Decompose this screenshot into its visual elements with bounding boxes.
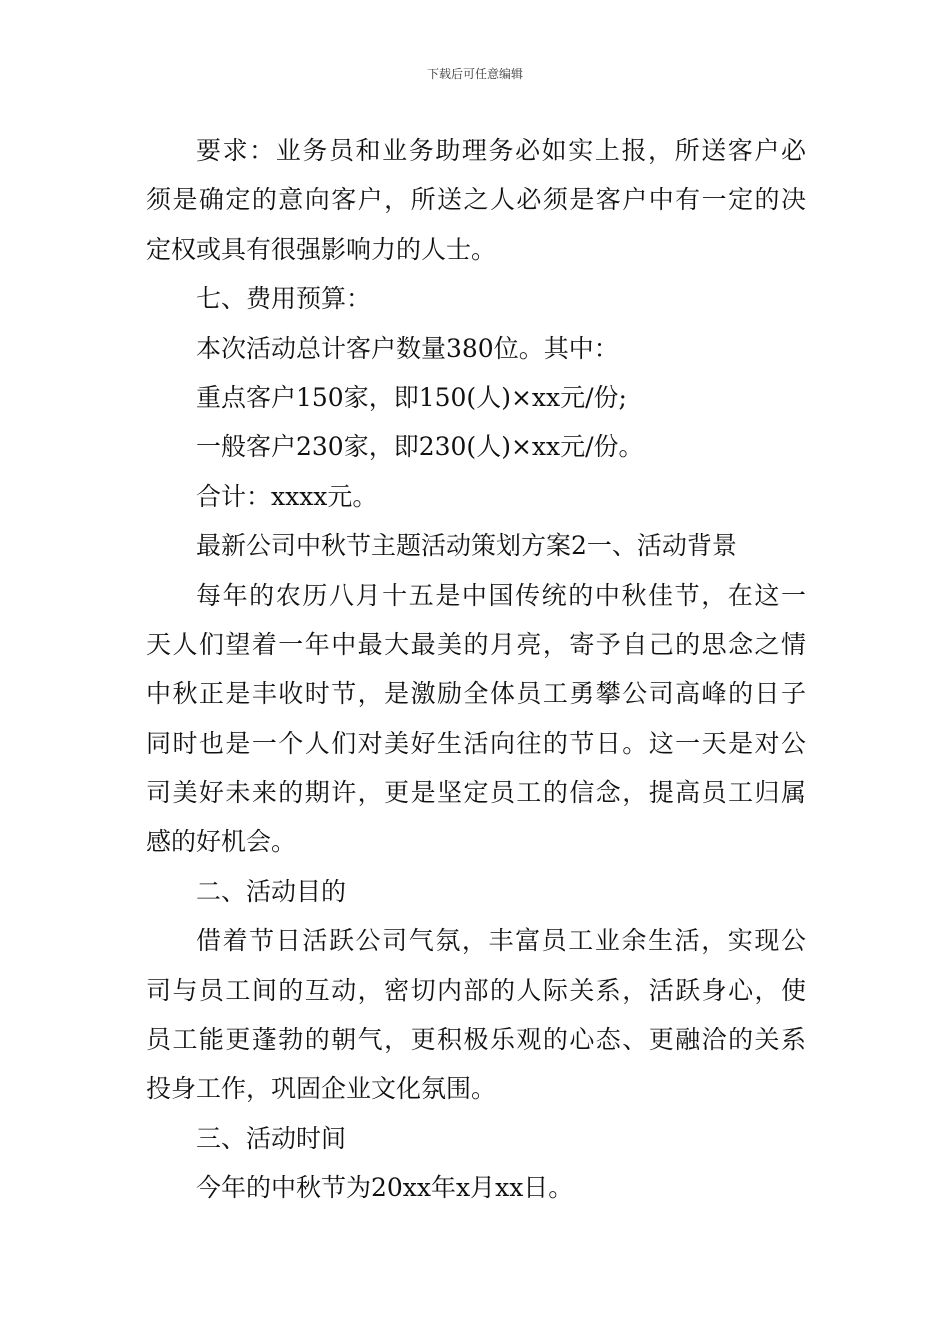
paragraph-line: 天人们望着一年中最大最美的月亮，寄予自己的思念之情	[146, 629, 806, 659]
section-heading: 三、活动时间	[196, 1123, 347, 1153]
section-heading: 七、费用预算：	[196, 284, 372, 314]
paragraph-line: 中秋正是丰收时节，是激励全体员工勇攀公司高峰的日子	[146, 679, 806, 709]
paragraph-line: 要求：业务员和业务助理务必如实上报，所送客户必	[196, 136, 806, 165]
paragraph-line: 感的好机会。	[146, 827, 297, 857]
paragraph-line: 司美好未来的期许，更是坚定员工的信念，提高员工归属	[146, 778, 806, 808]
paragraph-line: 合计：xxxx元。	[196, 481, 378, 511]
document-body	[146, 126, 806, 1213]
paragraph-line: 今年的中秋节为20xx年x月xx日。	[196, 1173, 574, 1203]
paragraph-line: 重点客户150家，即150(人)×xx元/份;	[196, 382, 627, 412]
paragraph-line: 一般客户230家，即230(人)×xx元/份。	[196, 432, 644, 462]
paragraph-line: 借着节日活跃公司气氛，丰富员工业余生活，实现公	[196, 926, 806, 956]
paragraph-line: 本次活动总计客户数量380位。其中：	[196, 333, 619, 363]
paragraph-line: 司与员工间的互动，密切内部的人际关系，活跃身心，使	[146, 975, 806, 1005]
section-heading: 最新公司中秋节主题活动策划方案2一、活动背景	[196, 531, 737, 561]
paragraph-line: 定权或具有很强影响力的人士。	[146, 234, 497, 264]
page-header-note: 下载后可任意编辑	[426, 67, 523, 81]
paragraph-line: 同时也是一个人们对美好生活向往的节日。这一天是对公	[146, 728, 806, 758]
paragraph-line: 员工能更蓬勃的朝气，更积极乐观的心态、更融洽的关系	[146, 1025, 806, 1055]
paragraph-line: 投身工作，巩固企业文化氛围。	[146, 1074, 497, 1104]
section-heading: 二、活动目的	[196, 876, 347, 906]
paragraph-line: 须是确定的意向客户，所送之人必须是客户中有一定的决	[146, 185, 806, 215]
paragraph-line: 每年的农历八月十五是中国传统的中秋佳节，在这一	[196, 580, 806, 610]
